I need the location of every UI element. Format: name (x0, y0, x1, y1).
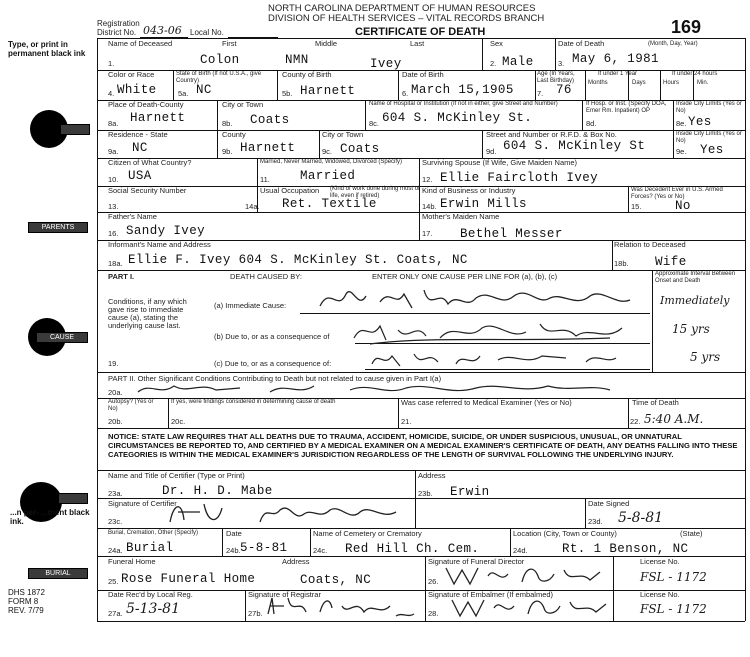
ink-instruction: Type, or print in permanent black ink (8, 40, 86, 58)
num-28: 28. (428, 609, 439, 618)
label-interval: Approximate Interval Between Onset and Death (655, 271, 736, 284)
label-date-recd: Date Rec'd by Local Reg. (108, 590, 193, 599)
label-min: Min. (697, 80, 709, 86)
num-9a: 9a. (108, 147, 119, 156)
label-license-2: License No. (640, 590, 680, 599)
num-7: 7. (537, 89, 544, 98)
num-10: 10. (108, 175, 119, 184)
ink-instruction-bottom: ...n per- ...ment black ink. (10, 508, 90, 526)
value-hospital: 604 S. McKinley St. (382, 111, 533, 125)
value-sex: Male (502, 55, 534, 69)
value-certifier-address: Erwin (450, 485, 490, 499)
label-burial: Burial, Cremation, Other (Specify) (108, 530, 199, 536)
value-res-county: Harnett (240, 141, 296, 155)
label-city-town: City or Town (222, 100, 264, 109)
value-place-city: Coats (250, 113, 290, 127)
label-place-county: Place of Death-County (108, 100, 184, 109)
agency-line-2: DIVISION OF HEALTH SERVICES – VITAL RECORDS BRANCH (268, 13, 545, 24)
value-last-name: Ivey (370, 57, 402, 71)
label-business: Kind of Business or Industry (422, 186, 516, 195)
label-date-signed: Date Signed (588, 499, 630, 508)
label-date-of-birth: Date of Birth (402, 70, 444, 79)
label-state: (State) (680, 529, 703, 538)
num-2: 2. (490, 59, 497, 68)
value-first-name: Colon (200, 53, 240, 67)
num-20a: 20a. (108, 388, 123, 397)
num-3: 3. (558, 59, 565, 68)
label-findings: If yes, were findings considered in determining cause of death (171, 399, 336, 405)
label-spouse: Surviving Spouse (If Wife, Give Maiden Name) (422, 158, 578, 167)
num-8c: 8c. (369, 119, 380, 128)
value-age: 76 (556, 83, 572, 97)
num-23b: 23b. (418, 489, 433, 498)
num-24a: 24a. (108, 546, 123, 555)
num-23c: 23c. (108, 517, 123, 526)
value-date-of-death: May 6, 1981 (572, 52, 659, 66)
label-funeral-home: Funeral Home (108, 557, 156, 566)
interval-a: Immediately (660, 294, 730, 307)
label-hosp-type: If Hosp. or Inst. (Specify DOA, Emer Rm. Inpatient) OP (586, 101, 667, 114)
label-part-1: PART I. (108, 272, 135, 281)
value-res-state: NC (132, 141, 148, 155)
num-9c: 9c. (322, 147, 333, 156)
value-res-city: Coats (340, 142, 380, 156)
value-armed-forces: No (675, 199, 691, 213)
num-27b: 27b. (248, 609, 263, 618)
label-time-of-death: Time of Death (632, 398, 679, 407)
label-burial-date: Date (226, 529, 242, 538)
label-under-24-hours: If under 24 hours (672, 71, 718, 77)
value-date-recd: 5-13-81 (126, 601, 180, 617)
label-state-of-birth: State of Birth (If not U.S.A., give Country) (176, 71, 262, 84)
num-8d: 8d. (586, 119, 597, 128)
interval-c: 5 yrs (690, 350, 721, 364)
label-city-town-2: City or Town (322, 130, 364, 139)
label-under-1-year: If under 1 Year (598, 71, 638, 77)
label-informant: Informant's Name and Address (108, 240, 211, 249)
signature-embalmer (446, 594, 611, 620)
certificate-number: 169 (671, 17, 702, 37)
label-date-of-death: Date of Death (558, 39, 605, 48)
num-24d: 24d. (513, 546, 528, 555)
label-middle: Middle (315, 39, 338, 48)
num-18b: 18b. (614, 259, 629, 268)
label-name: Name of Deceased (108, 39, 173, 48)
label-father: Father's Name (108, 212, 157, 221)
label-months: Months (588, 80, 608, 86)
num-8e: 8e. (676, 119, 687, 128)
value-occupation: Ret. Textile (282, 197, 377, 211)
value-race: White (117, 83, 157, 97)
label-race: Color or Race (108, 70, 155, 79)
margin-tab-blank-2 (58, 493, 88, 504)
num-5b: 5b. (282, 89, 293, 98)
margin-tab-parents: PARENTS (28, 222, 88, 233)
label-cemetery: Name of Cemetery or Crematory (313, 529, 422, 538)
value-middle-name: NMN (285, 53, 309, 67)
label-mother: Mother's Maiden Name (422, 212, 500, 221)
num-14b: 14b. (422, 202, 437, 211)
value-marital: Married (300, 169, 356, 183)
num-14a: 14a. (245, 202, 260, 211)
value-license-1: FSL - 1172 (640, 570, 707, 584)
value-county-of-birth: Harnett (300, 84, 356, 98)
legal-notice: NOTICE: STATE LAW REQUIRES THAT ALL DEATHS DUE TO TRAUMA, ACCIDENT, HOMICIDE, SUICIDE, OR UNDER SUSPICIOUS, UNUSUAL, OR UNNATURAL CIRCUMSTANCES BE REPORTED TO, AND CERTIFIED BY A MEDICAL EXAMINER ON A MEDICAL EXAMINER'S CERTIFICATE OF DEATH, ANY DEATHS FALLING INTO THESE CATEGORIES IS WITHIN THE MEDICAL EXAMINER'S JURISDICTION REGARDLESS OF THE LENGTH OF SURVIVAL FOLLOWING THE UNDERLYING INJURY. (108, 432, 738, 459)
label-enter-one: ENTER ONLY ONE CAUSE PER LINE FOR (a), (b), (c) (372, 272, 558, 281)
agency-line-1: NORTH CAROLINA DEPARTMENT OF HUMAN RESOURCES (268, 3, 536, 14)
label-residence-state: Residence - State (108, 130, 168, 139)
value-business: Erwin Mills (440, 197, 527, 211)
label-signature-certifier: Signature of Certifier (108, 499, 177, 508)
certificate-title: CERTIFICATE OF DEATH (355, 26, 486, 38)
local-no-label: Local No. (190, 28, 224, 37)
num-20b: 20b. (108, 417, 123, 426)
label-license-1: License No. (640, 557, 680, 566)
label-inside-city-2: Inside City Limits (Yes or No) (676, 131, 742, 144)
label-armed-forces: Was Decedent Ever in U.S. Armed Forces? (Yes or No) (631, 187, 723, 200)
label-part-2: PART II. Other Significant Conditions Contributing to Death but not related to cause given in Part I(a) (108, 374, 442, 383)
num-24c: 24c. (313, 546, 328, 555)
label-death-caused-by: DEATH CAUSED BY: (230, 272, 302, 281)
num-5a: 5a. (178, 89, 189, 98)
label-county: County (222, 130, 246, 139)
label-occupation-note: (Kind of work done during most of life, even if retired) (330, 186, 420, 199)
label-due-to-c: (c) Due to, or as a consequence of: (214, 359, 332, 368)
label-due-to-b: (b) Due to, or as a consequence of (214, 332, 330, 341)
district-label: District No. (97, 28, 137, 37)
margin-tab-blank (60, 124, 90, 135)
value-mother: Bethel Messer (460, 227, 563, 241)
label-funeral-address: Address (282, 557, 310, 566)
num-16: 16. (108, 229, 119, 238)
num-18a: 18a. (108, 259, 123, 268)
label-medical-examiner: Was case referred to Medical Examiner (Yes or No) (401, 398, 572, 407)
num-4: 4. (108, 89, 115, 98)
handwritten-cause-c (366, 346, 656, 372)
value-res-street: 604 S. McKinley St (503, 139, 646, 153)
label-marital: Married, Never Married, Widowed, Divorced (Specify) (260, 159, 403, 165)
handwritten-cause-b (350, 318, 650, 346)
label-first: First (222, 39, 237, 48)
num-8a: 8a. (108, 119, 119, 128)
label-registrar: Signature of Registrar (248, 590, 321, 599)
label-last: Last (410, 39, 425, 48)
value-father: Sandy Ivey (126, 224, 206, 238)
label-street: Street and Number or R.F.D. & Box No. (486, 130, 617, 139)
num-9b: 9b. (222, 147, 233, 156)
label-county-of-birth: County of Birth (282, 70, 332, 79)
label-days: Days (632, 80, 646, 86)
num-22: 22. (630, 417, 641, 426)
value-burial-date: 5-8-81 (240, 541, 288, 555)
num-26: 26. (428, 577, 439, 586)
num-1: 1. (108, 59, 115, 68)
handwritten-part-2 (130, 380, 650, 400)
form-id-3: REV. 7/79 (8, 606, 44, 615)
value-funeral-home: Rose Funeral Home (121, 572, 256, 586)
num-6: 6. (402, 89, 409, 98)
num-20c: 20c. (171, 417, 186, 426)
value-certifier: Dr. H. D. Mabe (162, 484, 273, 498)
label-hours: Hours (663, 80, 680, 86)
label-relation: Relation to Deceased (614, 240, 686, 249)
value-license-2: FSL - 1172 (640, 602, 707, 616)
value-inside-city-2: Yes (700, 143, 724, 157)
num-27a: 27a. (108, 609, 123, 618)
label-age: Age (In Years, Last Birthday) (537, 71, 575, 84)
value-place-county: Harnett (130, 111, 186, 125)
num-25: 25. (108, 577, 119, 586)
label-inside-city: Inside City Limits (Yes or No) (676, 101, 742, 114)
margin-tab-burial: BURIAL (28, 568, 88, 579)
label-immediate-cause: (a) Immediate Cause: (214, 301, 287, 310)
num-21: 21. (401, 417, 412, 426)
value-inside-city-1: Yes (688, 115, 712, 129)
margin-tab-cause: CAUSE (36, 332, 88, 343)
label-occupation: Usual Occupation (260, 186, 320, 195)
value-date-of-birth: March 15,1905 (411, 83, 514, 97)
label-conditions: Conditions, if any which gave rise to immediate cause (a), stating the underlying cause last. (108, 297, 187, 330)
num-24b: 24b. (226, 546, 241, 555)
label-autopsy: Autopsy? (Yes or No) (108, 399, 154, 412)
label-funeral-director: Signature of Funeral Director (428, 557, 525, 566)
num-23a: 23a. (108, 489, 123, 498)
handwritten-cause-a (300, 284, 650, 316)
num-12: 12. (422, 175, 433, 184)
num-17: 17. (422, 229, 433, 238)
label-location: Location (City, Town or County) (513, 529, 617, 538)
num-13: 13. (108, 202, 119, 211)
form-id-1: DHS 1872 (8, 588, 45, 597)
label-sex: Sex (490, 39, 503, 48)
value-date-signed: 5-8-81 (618, 510, 664, 526)
value-informant: Ellie F. Ivey 604 S. McKinley St. Coats, NC (128, 253, 468, 267)
num-23d: 23d. (588, 517, 603, 526)
signature-certifier (160, 500, 420, 528)
value-time-of-death: 5:40 A.M. (644, 412, 704, 426)
signature-funeral-director (440, 562, 610, 588)
label-certifier: Name and Title of Certifier (Type or Print) (108, 471, 245, 480)
value-cemetery: Red Hill Ch. Cem. (345, 542, 480, 556)
district-value: 043-06 (143, 24, 182, 37)
label-hospital: Name of Hospital or Institution (If not in either, give Street and Number) (369, 101, 558, 107)
label-embalmer: Signature of Embalmer (If embalmed) (428, 590, 554, 599)
label-citizen: Citizen of What Country? (108, 158, 192, 167)
label-date-format: (Month, Day, Year) (648, 41, 698, 47)
value-burial: Burial (126, 541, 174, 555)
registration-label: Registration (97, 19, 140, 28)
num-9e: 9e. (676, 147, 687, 156)
value-state-of-birth: NC (196, 83, 212, 97)
num-11: 11. (260, 175, 270, 184)
value-location: Rt. 1 Benson, NC (562, 542, 689, 556)
num-19: 19. (108, 359, 119, 368)
num-8b: 8b. (222, 119, 233, 128)
interval-b: 15 yrs (672, 322, 710, 336)
value-relation: Wife (655, 255, 687, 269)
label-address: Address (418, 471, 446, 480)
value-spouse: Ellie Faircloth Ivey (440, 171, 599, 185)
signature-registrar (262, 594, 422, 622)
value-citizen: USA (128, 169, 152, 183)
form-id-2: FORM 8 (8, 597, 39, 606)
num-15: 15. (631, 202, 642, 211)
label-ssn: Social Security Number (108, 186, 187, 195)
value-funeral-address: Coats, NC (300, 573, 372, 587)
num-9d: 9d. (486, 147, 497, 156)
